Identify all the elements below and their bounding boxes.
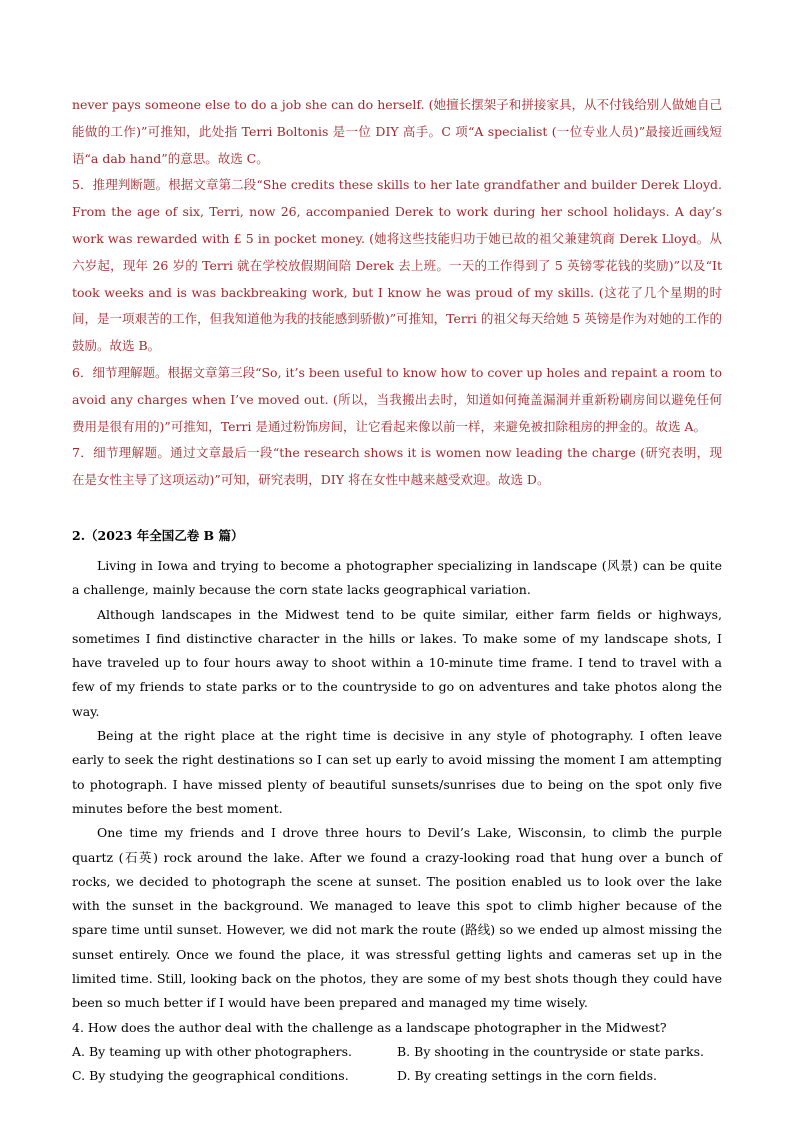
section-heading: 2.（2023 年全国乙卷 B 篇）	[72, 527, 244, 543]
option-b: B. By shooting in the countryside or state parks.	[397, 1043, 705, 1059]
question-4: 4. How does the author deal with the challenge as a landscape photographer in the Midwest?	[72, 1019, 667, 1035]
question-options	[72, 1040, 722, 1089]
passage-paragraph: Living in Iowa and trying to become a photographer specializing in landscape (风景) can be quite a challenge, mainly because the corn state lacks geographical variation.	[72, 557, 722, 598]
analysis-q7: 7．细节理解题。通过文章最后一段“the research shows it is women now leading the charge (研究表明，现在是女性主导了这项运动)”可知，研究表明，DIY 将在女性中越来越受欢迎。故选 D。	[72, 445, 722, 488]
passage-paragraph: Although landscapes in the Midwest tend to be quite similar, either farm fields or highways, sometimes I find distinctive character in the hills or lakes. To make some of my landscape shots, I have traveled up to four hours away to shoot within a 10-minute time frame. I tend to travel with a few of my friends to state parks or to the countryside to go on adventures and take photos along the way.	[72, 606, 722, 719]
analysis-q6: 6．细节理解题。根据文章第三段“So, it’s been useful to know how to cover up holes and repaint a room to avoid any charges when I’ve moved out. (所以，当我搬出去时，知道如何掩盖漏洞并重新粉刷房间以避免任何费用是很有用的)”可推知，Terri 是通过粉饰房间，让它看起来像以前一样，来避免被扣除租房的押金的。故选 A。	[72, 364, 722, 434]
analysis-continued: never pays someone else to do a job she can do herself. (她擅长摆架子和拼接家具，从不付钱给别人做她自己能做的工作)”可推知，此处指 Terri Boltonis 是一位 DIY 高手。C 项“A specialist (一位专业人员)”最接近画线短语“a dab hand”的意思。故选 C。	[72, 97, 722, 166]
option-a: A. By teaming up with other photographers.	[72, 1043, 353, 1059]
option-c: C. By studying the geographical conditions.	[72, 1068, 349, 1084]
option-d: D. By creating settings in the corn fields.	[397, 1068, 658, 1084]
analysis-q5: 5．推理判断题。根据文章第二段“She credits these skills to her late grandfather and builder Derek Lloyd. From the age of six, Terri, now 26, accompanied Derek to work during her school holidays. A day’s work was rewarded with £ 5 in pocket money. (她将这些技能归功于她已故的祖父兼建筑商 Derek Lloyd。从六岁起，现年 26 岁的 Terri 就在学校放假期间陪 Derek 去上班。一天的工作得到了 5 英镑零花钱的奖励)”以及“It took weeks and is was backbreaking work, but I know he was proud of my skills. (这花了几个星期的时间，是一项艰苦的工作，但我知道他为我的技能感到骄傲)”可推知，Terri 的祖父每天给她 5 英镑是作为对她的工作的鼓励。故选 B。	[72, 177, 722, 354]
passage-paragraph: One time my friends and I drove three hours to Devil’s Lake, Wisconsin, to climb the purple quartz (石英) rock around the lake. After we found a crazy-looking road that hung over a bunch of rocks, we decided to photograph the scene at sunset. The position enabled us to look over the lake with the sunset in the background. We managed to leave this spot to climb higher because of the spare time until sunset. However, we did not mark the route (路线) so we ended up almost missing the sunset entirely. Once we found the place, it was stressful getting lights and cameras set up in the limited time. Still, looking back on the photos, they are some of my best shots though they could have been so much better if I would have been prepared and managed my time wisely.	[72, 825, 722, 1011]
passage-paragraph: Being at the right place at the right time is decisive in any style of photography. I often leave early to seek the right destinations so I can set up early to avoid missing the moment I am attempting to photograph. I have missed plenty of beautiful sunsets/sunrises due to being on the spot only five minutes before the best moment.	[72, 728, 722, 816]
